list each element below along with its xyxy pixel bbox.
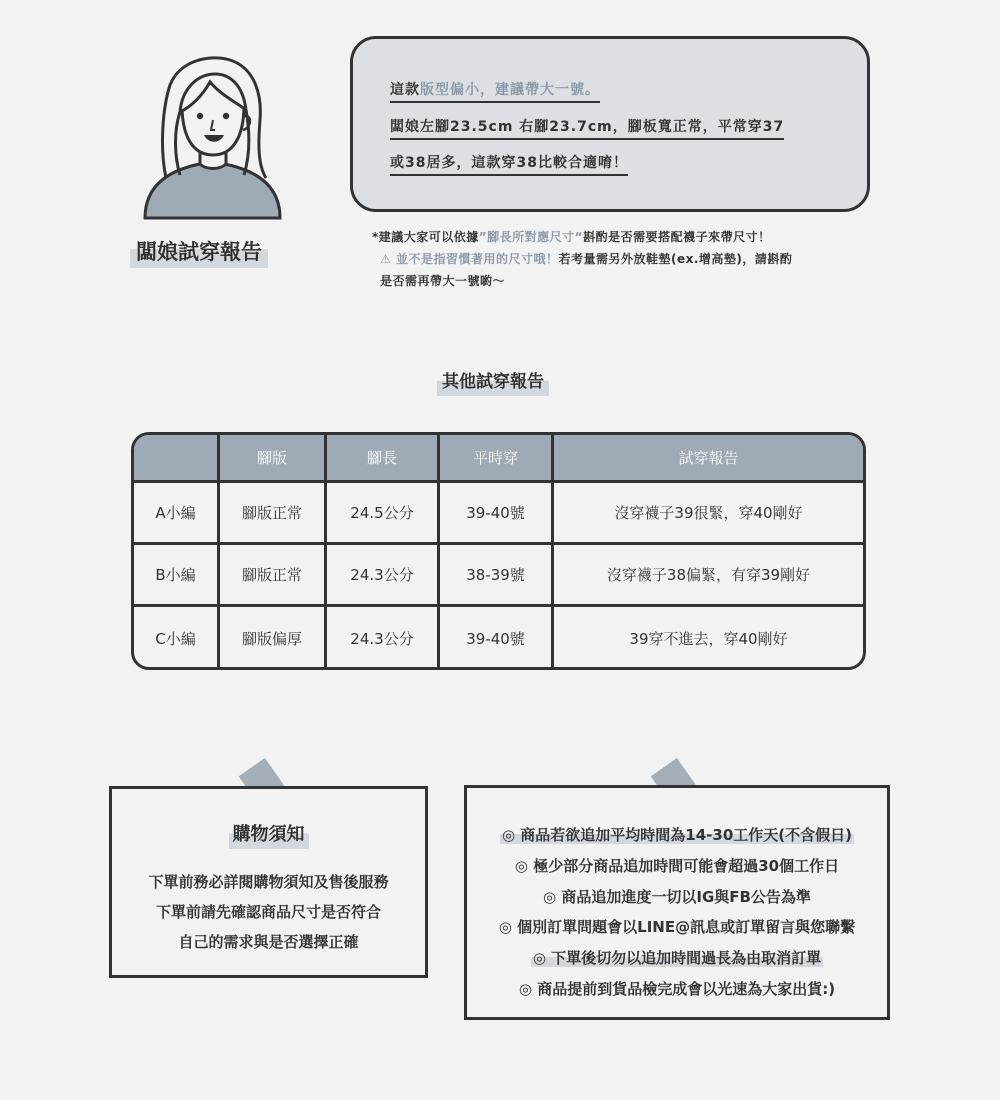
table-header-cell: 試穿報告 (678, 449, 739, 467)
table-cell: 39穿不進去，穿40剛好 (629, 629, 788, 648)
note-line-1: 這款版型偏小，建議帶大一號。 (390, 79, 600, 103)
avatar-illustration (140, 50, 285, 220)
restock-policy-line: ◎ 下單後切勿以追加時間過長為由取消訂單 (532, 949, 822, 967)
fit-note-bubble (350, 36, 870, 212)
table-row (134, 545, 863, 607)
table-cell: 腳版正常 (220, 483, 327, 542)
restock-policy-line: ◎ 商品若欲追加平均時間為14-30工作天(不含假日) (502, 826, 852, 844)
purchase-notice-line: 自己的需求與是否選擇正確 (178, 933, 359, 951)
table-cell: 沒穿襪子39很緊，穿40剛好 (614, 504, 803, 522)
warning-icon: ⚠ (380, 252, 392, 266)
restock-policy-line: ◎ 商品提前到貨品檢完成會以光速為大家出貨:) (518, 980, 836, 998)
table-cell: 24.3公分 (327, 607, 440, 669)
table-cell: 沒穿襪子38偏緊，有穿39剛好 (606, 566, 811, 584)
table-header-cell: 腳版 (220, 435, 327, 480)
restock-policy-line: ◎ 極少部分商品追加時間可能會超過30個工作日 (514, 857, 840, 875)
section-title-other-reports: 其他試穿報告 (437, 368, 549, 396)
size-advice-line-3: 是否需再帶大一號喲～ (380, 274, 506, 288)
purchase-notice-title: 購物須知 (112, 821, 425, 849)
table-cell: A小編 (134, 483, 220, 542)
table-row (134, 607, 863, 669)
table-header-cell: 腳長 (327, 435, 440, 480)
restock-policy-card (464, 785, 890, 1020)
restock-policy-line: ◎ 個別訂單問題會以LINE@訊息或訂單留言與您聯繫 (498, 918, 856, 936)
table-row (134, 483, 863, 545)
table-cell: 24.5公分 (327, 483, 440, 542)
size-advice-line-2: ⚠ 並不是指習慣著用的尺寸哦！若考量需另外放鞋墊(ex.增高墊)，請斟酌 (380, 252, 793, 266)
table-cell: 39-40號 (440, 483, 554, 542)
table-cell: 24.3公分 (327, 545, 440, 604)
page-title: 闆娘試穿報告 (130, 236, 268, 268)
table-cell: 39-40號 (440, 607, 554, 669)
note-line-3: 或38居多，這款穿38比較合適唷！ (390, 152, 628, 176)
note-line-2: 闆娘左腳23.5cm 右腳23.7cm，腳板寬正常，平常穿37 (390, 116, 784, 140)
table-cell: B小編 (134, 545, 220, 604)
purchase-notice-line: 下單前請先確認商品尺寸是否符合 (155, 903, 381, 921)
purchase-notice-card (109, 786, 428, 978)
purchase-notice-line: 下單前務必詳閱購物須知及售後服務 (148, 873, 389, 891)
table-header-cell (134, 435, 220, 480)
fitting-report-table (131, 432, 866, 670)
table-cell: 38-39號 (440, 545, 554, 604)
table-cell: 腳版偏厚 (220, 607, 327, 669)
table-cell: 腳版正常 (220, 545, 327, 604)
size-advice-line-1: *建議大家可以依據”腳長所對應尺寸“斟酌是否需要搭配襪子來帶尺寸！ (372, 230, 771, 244)
restock-policy-line: ◎ 商品追加進度一切以IG與FB公告為準 (543, 888, 811, 906)
table-cell: C小編 (134, 607, 220, 669)
table-header-row (134, 435, 863, 483)
table-header-cell: 平時穿 (440, 435, 554, 480)
